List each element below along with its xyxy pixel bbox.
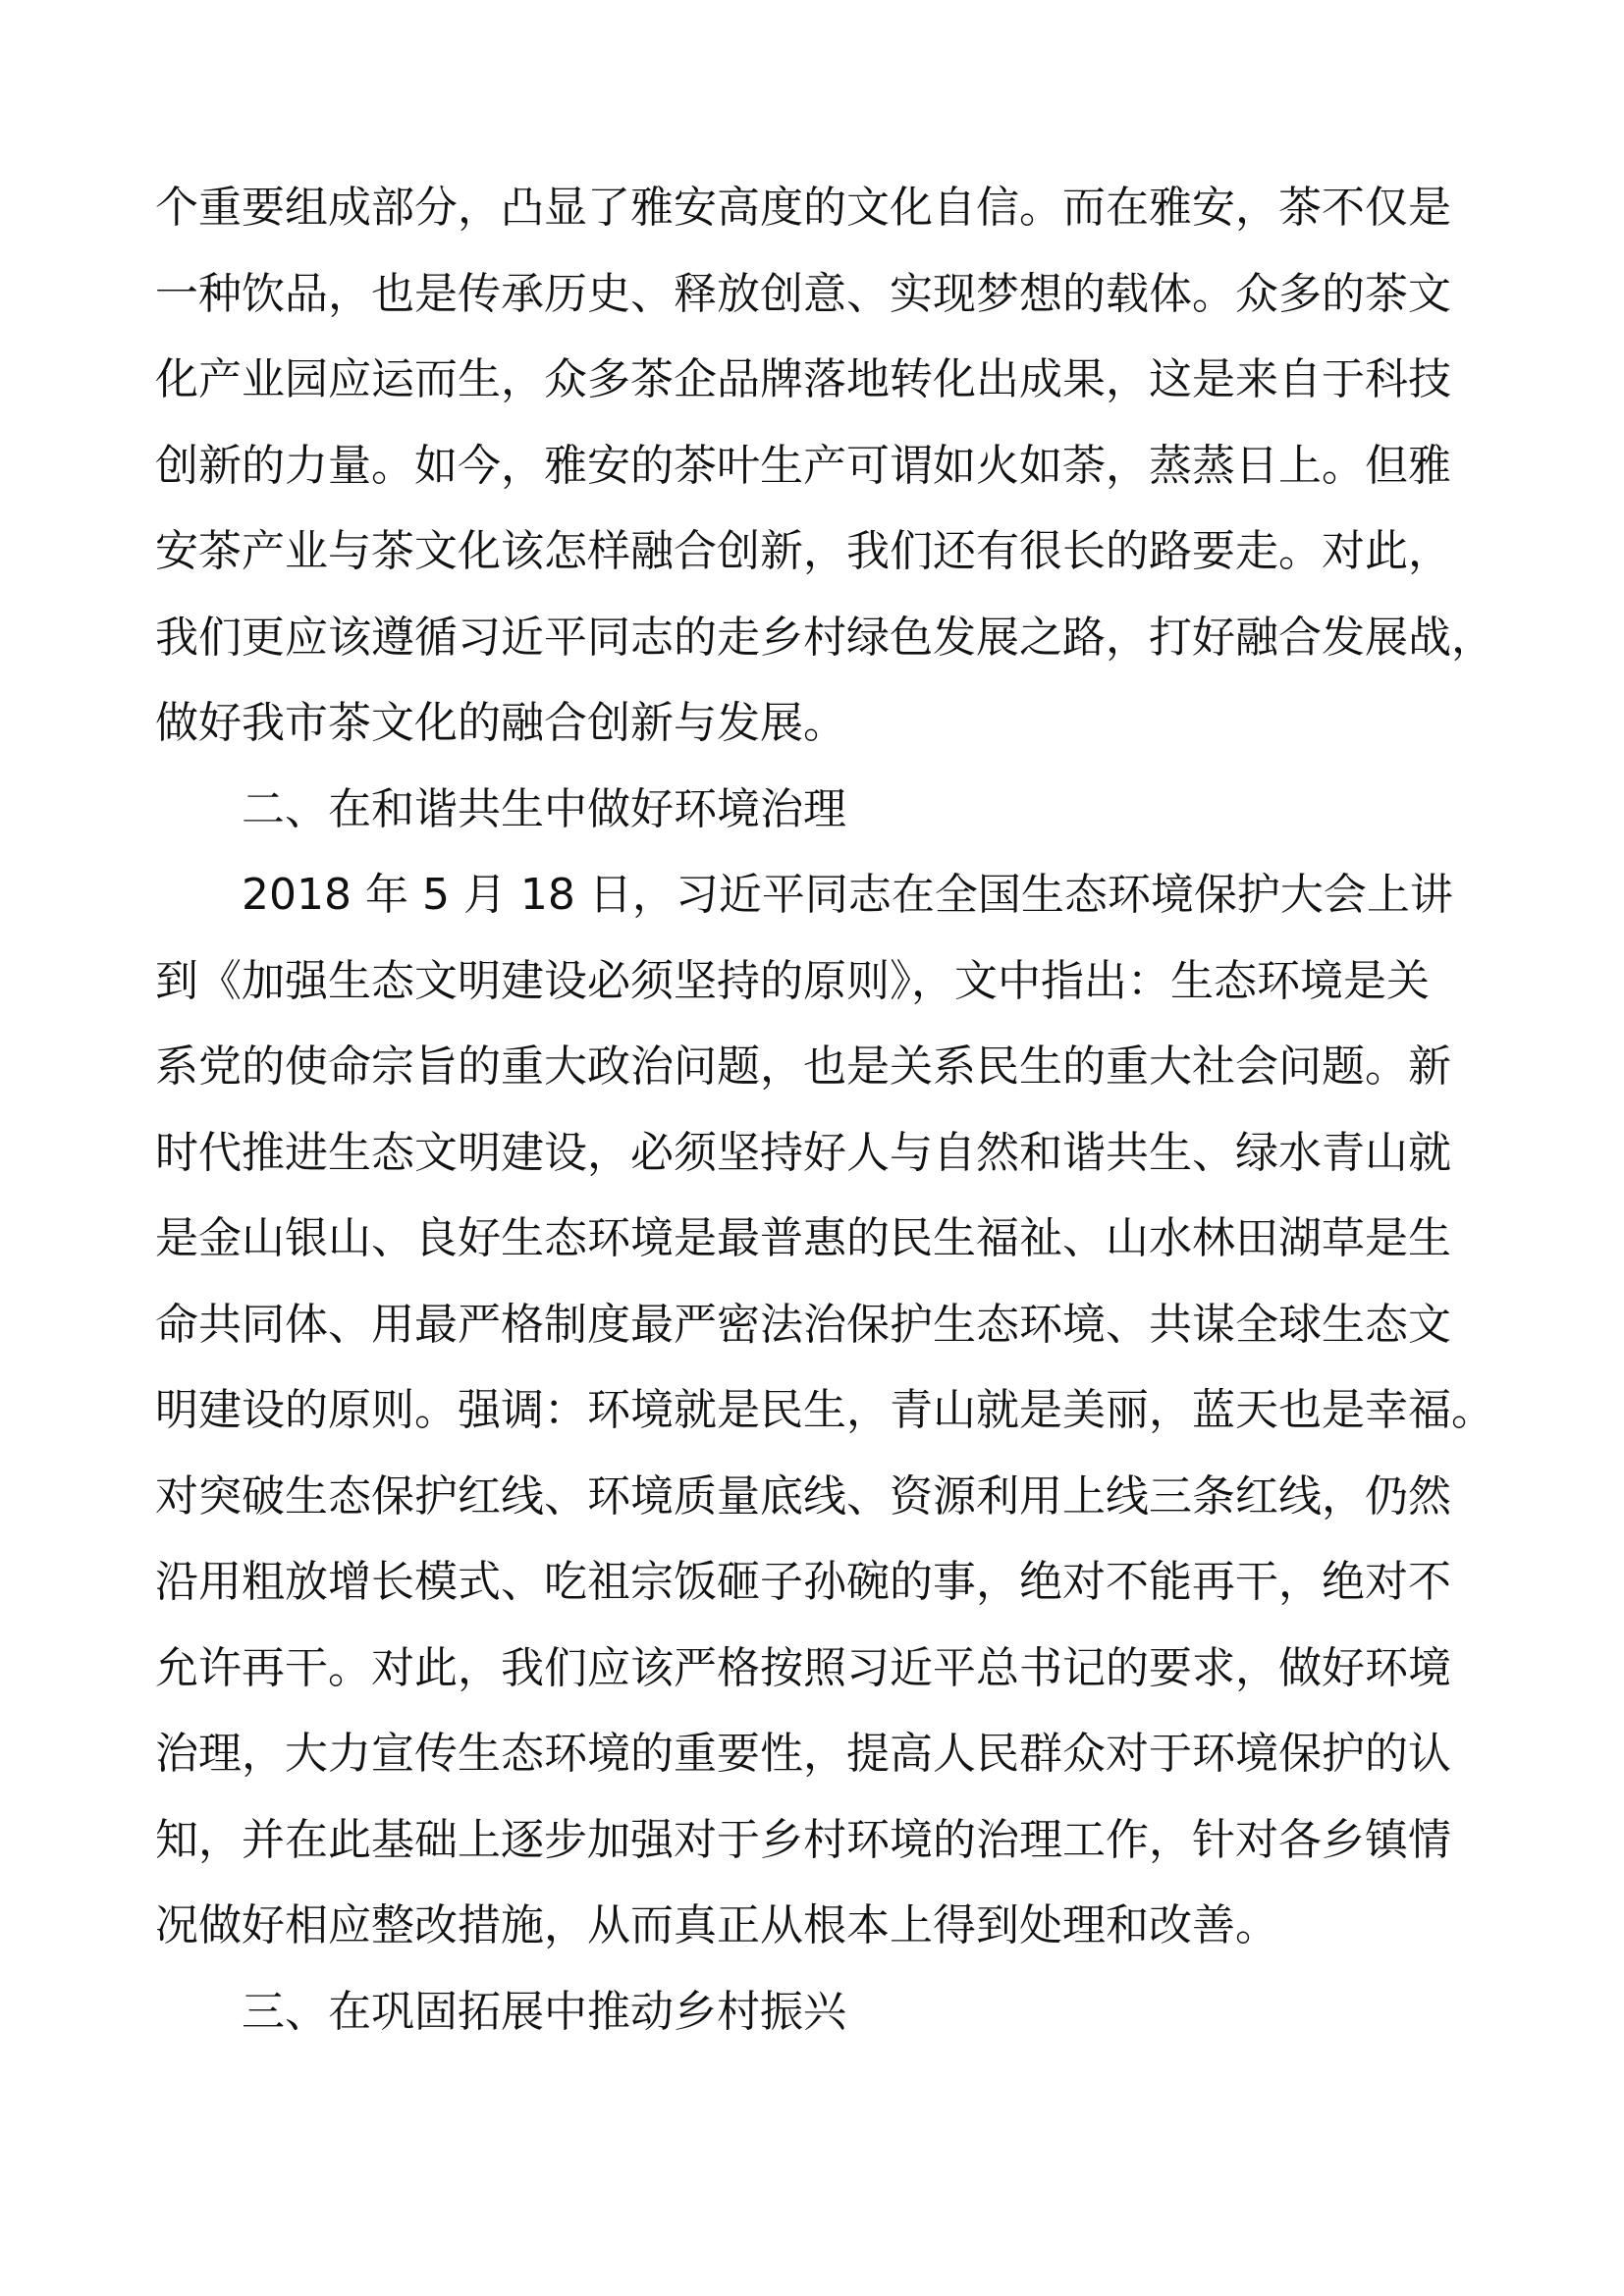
paragraph-line: 知，并在此基础上逐步加强对于乡村环境的治理工作，针对各乡镇情: [155, 1814, 1451, 1865]
paragraph-line: 一种饮品，也是传承历史、释放创意、实现梦想的载体。众多的茶文: [155, 268, 1451, 319]
paragraph-line: 时代推进生态文明建设，必须坚持好人与自然和谐共生、绿水青山就: [155, 1127, 1451, 1178]
paragraph-line: 化产业园应运而生，众多茶企品牌落地转化出成果，这是来自于科技: [155, 354, 1451, 404]
paragraph-line: 个重要组成部分，凸显了雅安高度的文化自信。而在雅安，茶不仅是: [155, 183, 1451, 233]
paragraph-line: 系党的使命宗旨的重大政治问题，也是关系民生的重大社会问题。新: [155, 1041, 1451, 1092]
paragraph-line: 允许再干。对此，我们应该严格按照习近平总书记的要求，做好环境: [155, 1642, 1451, 1693]
paragraph-line: 安茶产业与茶文化该怎样融合创新，我们还有很长的路要走。对此，: [155, 526, 1451, 576]
document-body: [155, 179, 1494, 2068]
paragraph-line: 沿用粗放增长模式、吃祖宗饭砸子孙碗的事，绝对不能再干，绝对不: [155, 1557, 1451, 1607]
section-heading: 二、在和谐共生中做好环境治理: [242, 783, 846, 834]
paragraph-line: 到《加强生态文明建设必须坚持的原则》，文中指出：生态环境是关: [155, 955, 1430, 1006]
paragraph-line: 况做好相应整改措施，从而真正从根本上得到处理和改善。: [155, 1900, 1278, 1950]
paragraph-line: 做好我市茶文化的融合创新与发展。: [155, 698, 846, 748]
paragraph-line: 我们更应该遵循习近平同志的走乡村绿色发展之路，打好融合发展战，: [155, 612, 1494, 663]
paragraph-line: 命共同体、用最严格制度最严密法治保护生态环境、共谋全球生态文: [155, 1299, 1451, 1350]
paragraph-line: 2018 年 5 月 18 日，习近平同志在全国生态环境保护大会上讲: [242, 870, 1453, 920]
paragraph-line: 创新的力量。如今，雅安的茶叶生产可谓如火如荼，蒸蒸日上。但雅: [155, 440, 1451, 491]
paragraph-line: 是金山银山、良好生态环境是最普惠的民生福祉、山水林田湖草是生: [155, 1213, 1451, 1263]
paragraph-line: 明建设的原则。强调：环境就是民生，青山就是美丽，蓝天也是幸福。: [155, 1385, 1494, 1435]
paragraph-line: 治理，大力宣传生态环境的重要性，提高人民群众对于环境保护的认: [155, 1729, 1451, 1779]
paragraph-line: 对突破生态保护红线、环境质量底线、资源利用上线三条红线，仍然: [155, 1470, 1451, 1522]
section-heading: 三、在巩固拓展中推动乡村振兴: [242, 1986, 846, 2037]
